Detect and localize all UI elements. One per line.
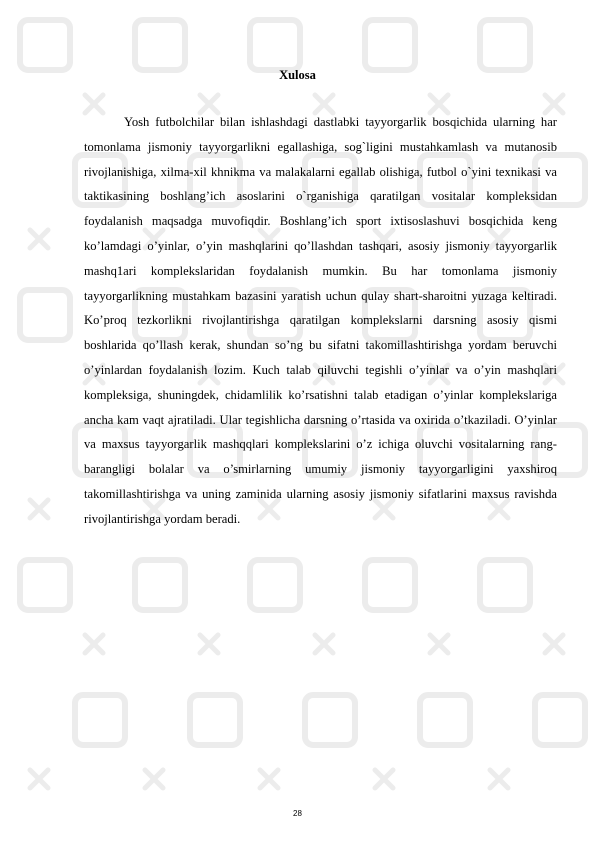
body-paragraph: Yosh futbolchilar bilan ishlashdagi dastlabki tayyorgarlik bosqichida ularning har tomonlama jismoniy tayyorgarlikni egallashiga, sog`ligini mustahkamlash va mutanosib rivojlanishiga, xilma-xil khnikma va malakalarni egallab olishiga, futbol o`yini texnikasi va taktikasining boshlang’ich asoslarini o`rganishiga qaratilgan vositalar kompleksidan foydalanish maqsadga muvofiqdir. Boshlang’ich sport ixtisoslashuvi bosqichida keng ko’lamdagi o’yinlar, o’yin mashqlarini qo’llashdan tashqari, asosiy jismoniy tayyorgarlik mashq1ari komplekslaridan foydalanish mumkin. Bu har tomonlama jismoniy tayyorgarlikning mustahkam bazasini yaratish uchun qulay shart-sharoitni yuzaga keltiradi. Ko’proq tezkorlikni rivojlantirishga qaratilgan komplekslarni darsning asosiy qismi boshlarida qo’llash kerak, shundan so’ng bu sifatni takomillashtirishga yordam beruvchi o’yinlardan foydalanish lozim. Kuch talab qiluvchi tegishli o’yinlar va o’yin mashqlari kompleksiga, shuningdek, chidamlilik ko’rsatishni talab etadigan o’yinlar komplekslariga ancha kam vaqt ajratiladi. Ular tegishlicha darsning o’rtasida va oxirida o’tkaziladi. O’yinlar va maxsus tayyorgarlik mashqqlari komplekslarini o’z ichiga oluvchi vositalarning rang-barangligi bolalar va o’smirlarning umumiy jismoniy tayyorgarligini yaxshiroq takomillashtirishga va uning zaminida ularning asosiy jismoniy sifatlarini maxsus ravishda rivojlantirishga yordam beradi.	[84, 115, 557, 526]
page-number: 28	[293, 809, 302, 818]
page-title: Xulosa	[279, 68, 316, 82]
